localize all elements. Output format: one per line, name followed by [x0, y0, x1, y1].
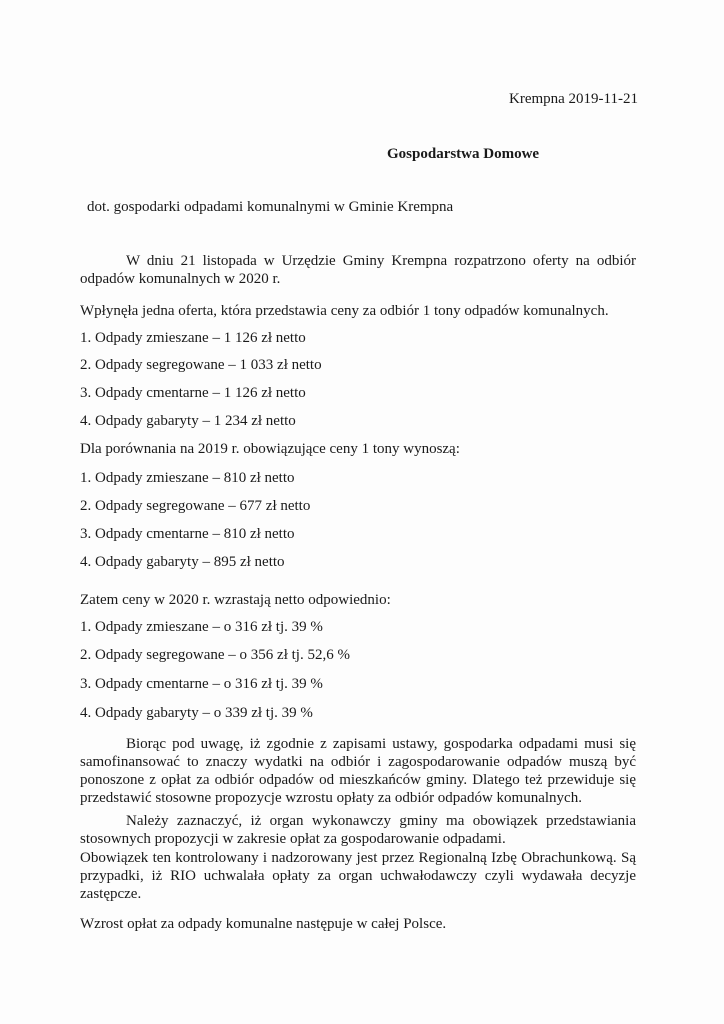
price-2020-item: 2. Odpady segregowane – 1 033 zł netto [80, 357, 322, 373]
law-paragraph: Biorąc pod uwagę, iż zgodnie z zapisami ustawy, gospodarka odpadami musi się samofinansować to znaczy wydatki na odbiór i zagospodarowanie odpadów muszą być ponoszone z opłat za odbiór odpadów od mieszkańców gminy. Dlatego też przewiduje się przedstawić stosowne propozycje wzrostu opłaty za odbiór odpadów komunalnych. [80, 736, 636, 806]
increase-item: 1. Odpady zmieszane – o 316 zł tj. 39 % [80, 619, 323, 635]
organ-paragraph: Należy zaznaczyć, iż organ wykonawczy gminy ma obowiązek przedstawiania stosownych propozycji w zakresie opłat za gospodarowanie odpadami. [80, 813, 636, 847]
intro-paragraph: W dniu 21 listopada w Urzędzie Gminy Krempna rozpatrzono oferty na odbiór odpadów komunalnych w 2020 r. [80, 253, 636, 287]
comparison-line: Dla porównania na 2019 r. obowiązujące ceny 1 tony wynoszą: [80, 441, 460, 457]
increase-item: 2. Odpady segregowane – o 356 zł tj. 52,6 % [80, 647, 350, 663]
date-line: Krempna 2019-11-21 [509, 91, 638, 107]
price-2019-item: 4. Odpady gabaryty – 895 zł netto [80, 554, 285, 570]
closing-line: Wzrost opłat za odpady komunalne następuje w całej Polsce. [80, 916, 447, 932]
rio-paragraph: Obowiązek ten kontrolowany i nadzorowany jest przez Regionalną Izbę Obrachunkową. Są przypadki, iż RIO uchwalała opłaty za organ uchwałodawczy czyli wydawała decyzje zastępcze. [80, 850, 636, 902]
increase-item: 3. Odpady cmentarne – o 316 zł tj. 39 % [80, 676, 323, 692]
price-2019-item: 3. Odpady cmentarne – 810 zł netto [80, 526, 295, 542]
offer-line: Wpłynęła jedna oferta, która przedstawia ceny za odbiór 1 tony odpadów komunalnych. [80, 303, 609, 319]
price-2019-item: 2. Odpady segregowane – 677 zł netto [80, 498, 311, 514]
price-2020-item: 3. Odpady cmentarne – 1 126 zł netto [80, 385, 306, 401]
increase-item: 4. Odpady gabaryty – o 339 zł tj. 39 % [80, 705, 313, 721]
price-2020-item: 1. Odpady zmieszane – 1 126 zł netto [80, 330, 306, 346]
subject-line: dot. gospodarki odpadami komunalnymi w Gminie Krempna [87, 199, 454, 215]
recipient-heading: Gospodarstwa Domowe [387, 146, 540, 162]
increase-line: Zatem ceny w 2020 r. wzrastają netto odpowiednio: [80, 592, 391, 608]
price-2019-item: 1. Odpady zmieszane – 810 zł netto [80, 470, 295, 486]
price-2020-item: 4. Odpady gabaryty – 1 234 zł netto [80, 413, 296, 429]
